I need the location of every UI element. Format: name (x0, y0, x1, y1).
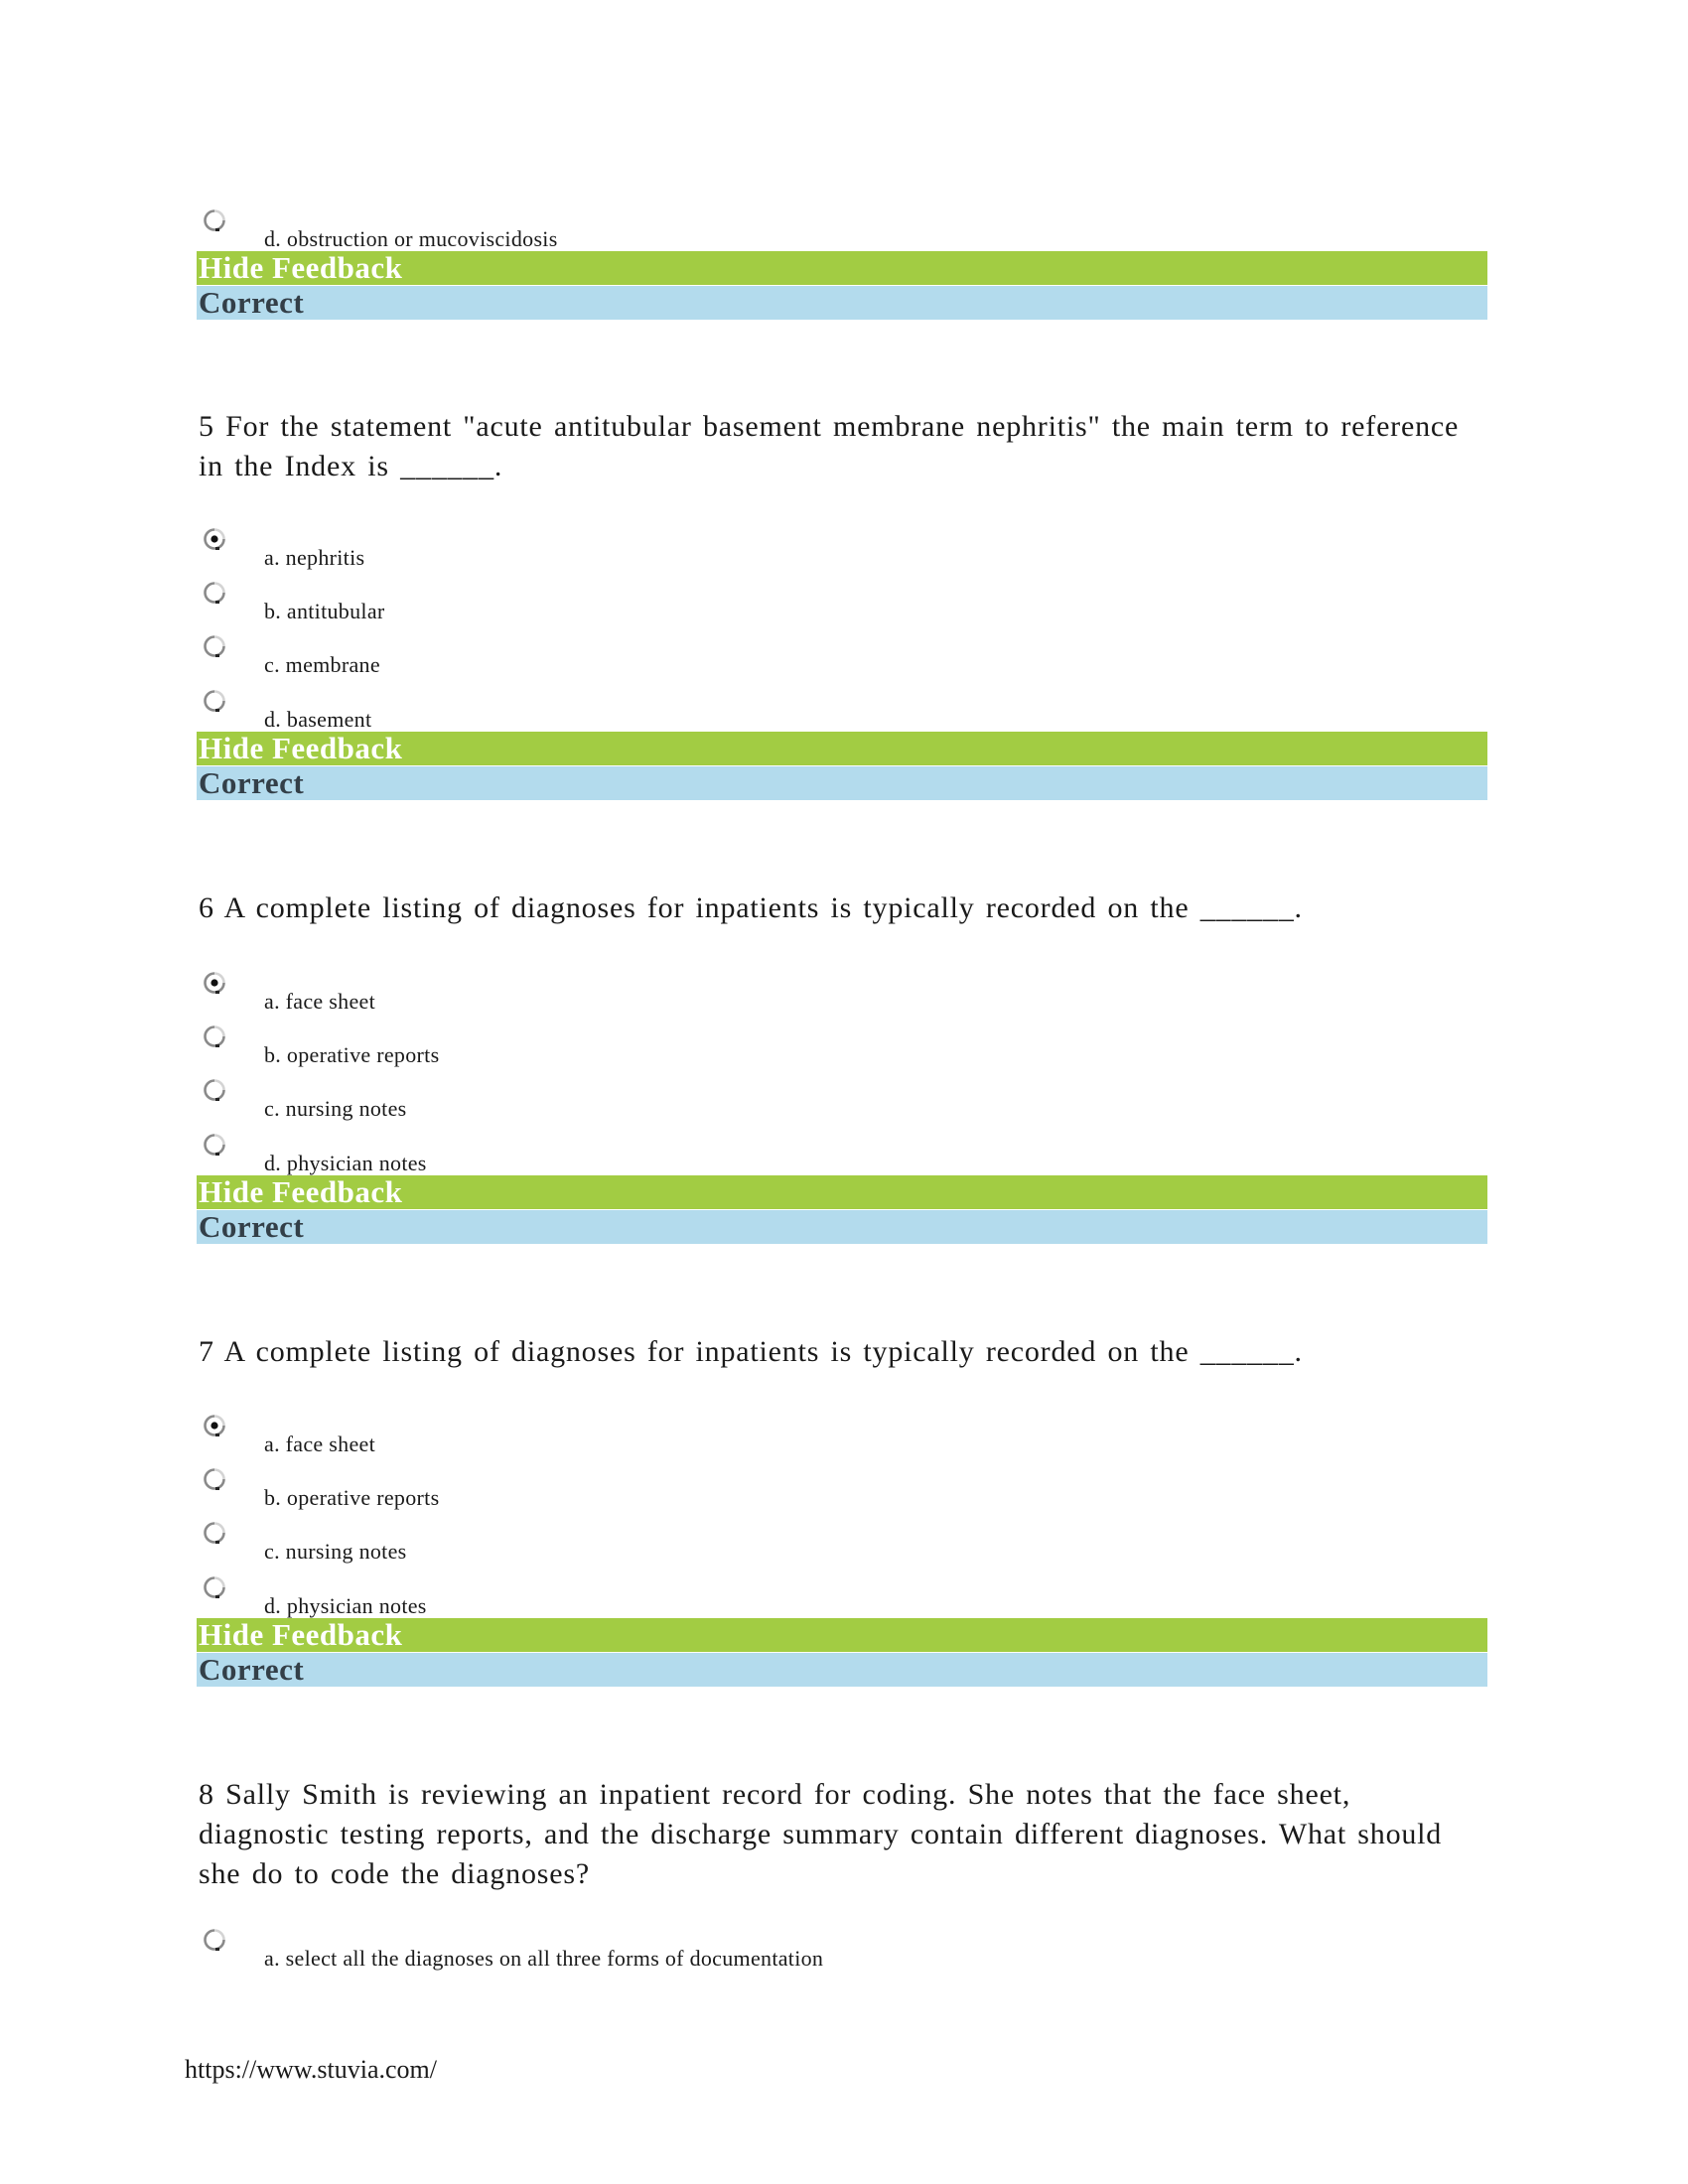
radio-button-icon[interactable] (203, 581, 228, 607)
option-label: a. select all the diagnoses on all three forms of documentation (264, 1946, 824, 1971)
hide-feedback-button[interactable]: Hide Feedback (197, 251, 1487, 285)
radio-button-icon[interactable] (203, 1133, 228, 1159)
option-label: c. membrane (264, 652, 380, 677)
radio-button-icon[interactable] (203, 527, 228, 553)
radio-button-icon[interactable] (203, 1521, 228, 1547)
feedback-result: Correct (197, 1653, 1487, 1687)
option-label: c. nursing notes (264, 1096, 407, 1121)
feedback-result: Correct (197, 766, 1487, 800)
feedback-result: Correct (197, 1210, 1487, 1244)
hide-feedback-button[interactable]: Hide Feedback (197, 1175, 1487, 1209)
radio-button-icon[interactable] (203, 971, 228, 997)
footer-url[interactable]: https://www.stuvia.com/ (185, 2055, 437, 2084)
option-label: b. operative reports (264, 1042, 440, 1067)
question-text: 5 For the statement "acute antitubular basement membrane nephritis" the main term to reference in the Index is ______. (199, 410, 1460, 482)
radio-button-icon[interactable] (203, 634, 228, 660)
question-text: 8 Sally Smith is reviewing an inpatient record for coding. She notes that the face sheet, diagnostic testing reports, and the discharge summary contain different diagnoses. What should she do to code the diagnoses? (199, 1778, 1443, 1890)
question-text: 6 A complete listing of diagnoses for inpatients is typically recorded on the ______. (199, 891, 1303, 924)
radio-button-icon[interactable] (203, 1414, 228, 1439)
radio-button-icon[interactable] (203, 1078, 228, 1104)
radio-button-icon[interactable] (203, 1928, 228, 1954)
radio-button-icon[interactable] (203, 689, 228, 715)
feedback-result: Correct (197, 286, 1487, 320)
option-label: a. face sheet (264, 989, 375, 1014)
option-label: a. face sheet (264, 1432, 375, 1456)
option-label: d. obstruction or mucoviscidosis (264, 226, 558, 251)
radio-button-icon[interactable] (203, 208, 228, 234)
radio-button-icon[interactable] (203, 1467, 228, 1493)
option-label: b. operative reports (264, 1485, 440, 1510)
radio-button-icon[interactable] (203, 1575, 228, 1601)
hide-feedback-button[interactable]: Hide Feedback (197, 732, 1487, 765)
option-label: d. physician notes (264, 1593, 427, 1618)
radio-button-icon[interactable] (203, 1024, 228, 1050)
hide-feedback-button[interactable]: Hide Feedback (197, 1618, 1487, 1652)
option-label: a. nephritis (264, 545, 365, 570)
option-label: c. nursing notes (264, 1539, 407, 1564)
question-text: 7 A complete listing of diagnoses for inpatients is typically recorded on the ______. (199, 1335, 1303, 1368)
option-label: b. antitubular (264, 599, 385, 623)
option-label: d. basement (264, 707, 372, 732)
option-label: d. physician notes (264, 1151, 427, 1175)
